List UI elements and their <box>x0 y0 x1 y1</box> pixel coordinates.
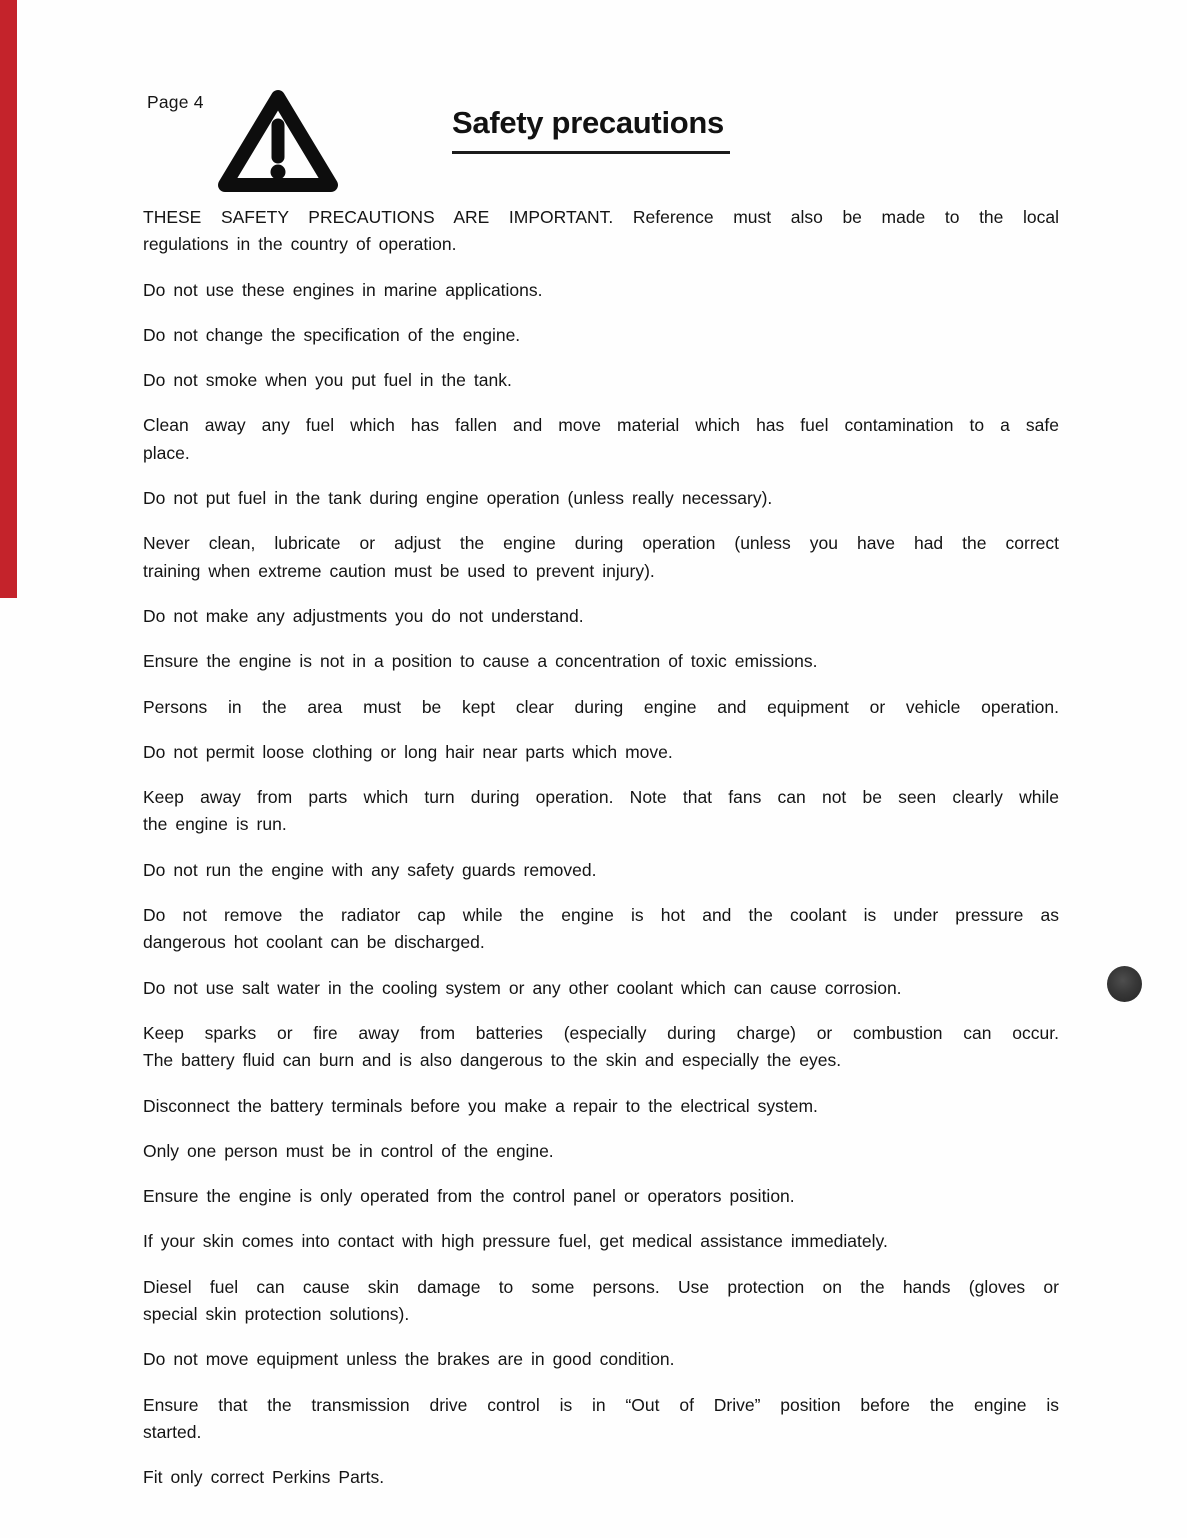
page-number: Page 4 <box>147 92 204 112</box>
text-line: If your skin comes into contact with high pressure fuel, get medical assistance immediately. <box>143 1231 888 1252</box>
safety-paragraph <box>143 1138 1059 1165</box>
text-line: Do not smoke when you put fuel in the tank. <box>143 370 512 391</box>
text-line: Keep sparks or fire away from batteries (especially during charge) or combustion can occur. <box>143 1022 1059 1043</box>
safety-paragraph <box>143 367 1059 394</box>
safety-paragraph <box>143 975 1059 1002</box>
page-title: Safety precautions <box>452 105 730 154</box>
text-line: started. <box>143 1421 202 1442</box>
text-line: place. <box>143 442 190 463</box>
text-line: Clean away any fuel which has fallen and move material which has fuel contamination to a safe <box>143 415 1059 436</box>
text-line: Disconnect the battery terminals before you make a repair to the electrical system. <box>143 1095 818 1116</box>
safety-paragraph <box>143 857 1059 884</box>
text-line: training when extreme caution must be used to prevent injury). <box>143 560 655 581</box>
text-line: Do not use salt water in the cooling system or any other coolant which can cause corrosion. <box>143 977 902 998</box>
safety-paragraph <box>143 204 1059 259</box>
body-text <box>143 204 1059 1510</box>
text-line: Do not permit loose clothing or long hair near parts which move. <box>143 741 673 762</box>
safety-paragraph <box>143 784 1059 839</box>
safety-paragraph <box>143 1274 1059 1329</box>
text-line: Do not change the specification of the engine. <box>143 324 521 345</box>
text-line: THESE SAFETY PRECAUTIONS ARE IMPORTANT. Reference must also be made to the local <box>143 207 1059 227</box>
text-line: Ensure the engine is not in a position to cause a concentration of toxic emissions. <box>143 651 818 672</box>
text-line: Do not remove the radiator cap while the engine is hot and the coolant is under pressure as <box>143 905 1059 926</box>
safety-paragraph <box>143 530 1059 585</box>
text-line: regulations in the country of operation. <box>143 234 457 255</box>
text-line: Do not put fuel in the tank during engine operation (unless really necessary). <box>143 488 773 509</box>
safety-paragraph <box>143 1346 1059 1373</box>
text-line: Keep away from parts which turn during operation. Note that fans can not be seen clearly while <box>143 787 1059 808</box>
text-line: Fit only correct Perkins Parts. <box>143 1467 385 1488</box>
safety-paragraph <box>143 739 1059 766</box>
text-line: Do not run the engine with any safety guards removed. <box>143 859 597 880</box>
safety-paragraph <box>143 1464 1059 1491</box>
text-line: Ensure the engine is only operated from the control panel or operators position. <box>143 1186 795 1207</box>
safety-paragraph <box>143 603 1059 630</box>
text-line: Persons in the area must be kept clear during engine and equipment or vehicle operation. <box>143 696 1059 717</box>
text-line: Only one person must be in control of the engine. <box>143 1140 554 1161</box>
safety-paragraph <box>143 1183 1059 1210</box>
safety-paragraph <box>143 277 1059 304</box>
text-line: special skin protection solutions). <box>143 1304 410 1325</box>
warning-triangle-icon <box>217 87 339 194</box>
text-line: Diesel fuel can cause skin damage to some persons. Use protection on the hands (gloves or <box>143 1276 1059 1297</box>
text-line: the engine is run. <box>143 814 287 835</box>
safety-paragraph <box>143 1093 1059 1120</box>
text-line: The battery fluid can burn and is also dangerous to the skin and especially the eyes. <box>143 1050 842 1071</box>
safety-paragraph <box>143 1228 1059 1255</box>
text-line: Do not move equipment unless the brakes are in good condition. <box>143 1349 675 1370</box>
safety-paragraph <box>143 648 1059 675</box>
safety-paragraph <box>143 1392 1059 1447</box>
safety-paragraph <box>143 412 1059 467</box>
safety-paragraph <box>143 902 1059 957</box>
safety-paragraph <box>143 1020 1059 1075</box>
text-line: dangerous hot coolant can be discharged. <box>143 932 485 953</box>
safety-paragraph <box>143 485 1059 512</box>
text-line: Never clean, lubricate or adjust the engine during operation (unless you have had the correct <box>143 533 1059 554</box>
scan-artifact-dot <box>1107 966 1142 1002</box>
text-line: Do not use these engines in marine applications. <box>143 279 543 300</box>
text-line: Do not make any adjustments you do not understand. <box>143 605 584 626</box>
text-line: Ensure that the transmission drive control is in “Out of Drive” position before the engine is <box>143 1394 1059 1415</box>
safety-paragraph <box>143 694 1059 721</box>
safety-paragraph <box>143 322 1059 349</box>
page-edge-tab <box>0 0 17 598</box>
